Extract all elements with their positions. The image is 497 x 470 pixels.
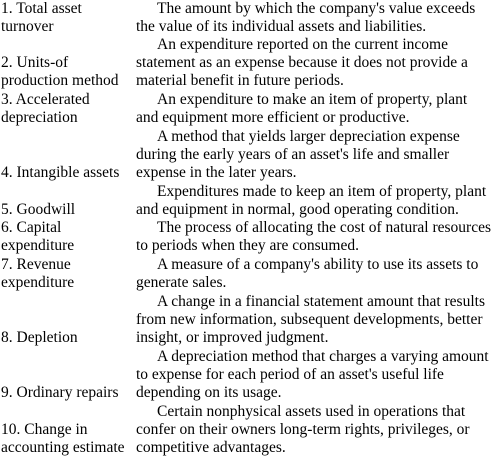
definition-line: material benefit in future periods.	[136, 72, 344, 89]
definition-line: A change in a financial statement amount that results	[157, 293, 485, 310]
definition-line: The amount by which the company's value exceeds	[157, 0, 476, 17]
definition-line: statement as an expense because it does not provide a	[136, 54, 468, 71]
definition-line: from new information, subsequent developments, better	[136, 311, 483, 328]
definition-line: to periods when they are consumed.	[136, 237, 359, 254]
definition-line: insight, or improved judgment.	[136, 329, 329, 346]
term-line: accounting estimate	[1, 439, 125, 456]
term-line: expenditure	[1, 274, 75, 291]
definition-line: Certain nonphysical assets used in operations that	[157, 403, 466, 420]
term-line: 9. Ordinary repairs	[1, 384, 119, 401]
term-line: 1. Total asset	[1, 0, 82, 17]
term-line: production method	[1, 72, 119, 89]
definition-line: An expenditure to make an item of property, plant	[157, 91, 468, 108]
term-line: expenditure	[1, 237, 75, 254]
definition-line: An expenditure reported on the current income	[157, 36, 448, 53]
definition-line: and equipment more efficient or productive.	[136, 109, 410, 126]
definition-line: generate sales.	[136, 274, 227, 291]
definition-line: The process of allocating the cost of natural resources	[157, 219, 491, 236]
definition-line: and equipment in normal, good operating condition.	[136, 201, 459, 218]
definition-line: A method that yields larger depreciation expense	[157, 128, 460, 145]
definition-line: during the early years of an asset's life and smaller	[136, 146, 450, 163]
term-line: turnover	[1, 18, 54, 35]
definition-line: competitive advantages.	[136, 439, 286, 456]
definition-line: the value of its individual assets and liabilities.	[136, 18, 427, 35]
definition-line: A depreciation method that charges a varying amount	[157, 348, 489, 365]
term-line: 6. Capital	[1, 219, 62, 236]
definition-line: Expenditures made to keep an item of property, plant	[157, 183, 487, 200]
term-line: 8. Depletion	[1, 329, 78, 346]
definition-line: expense in the later years.	[136, 164, 297, 181]
definition-line: to expense for each period of an asset's useful life	[136, 366, 444, 383]
term-line: 10. Change in	[1, 421, 88, 438]
definition-line: confer on their owners long-term rights, privileges, or	[136, 421, 470, 438]
definition-line: depending on its usage.	[136, 384, 282, 401]
term-line: 7. Revenue	[1, 256, 71, 273]
term-line: 4. Intangible assets	[1, 164, 120, 181]
term-line: 2. Units-of	[1, 54, 69, 71]
term-line: 5. Goodwill	[1, 201, 76, 218]
definition-line: A measure of a company's ability to use its assets to	[157, 256, 479, 273]
term-line: depreciation	[1, 109, 78, 126]
term-line: 3. Accelerated	[1, 91, 90, 108]
